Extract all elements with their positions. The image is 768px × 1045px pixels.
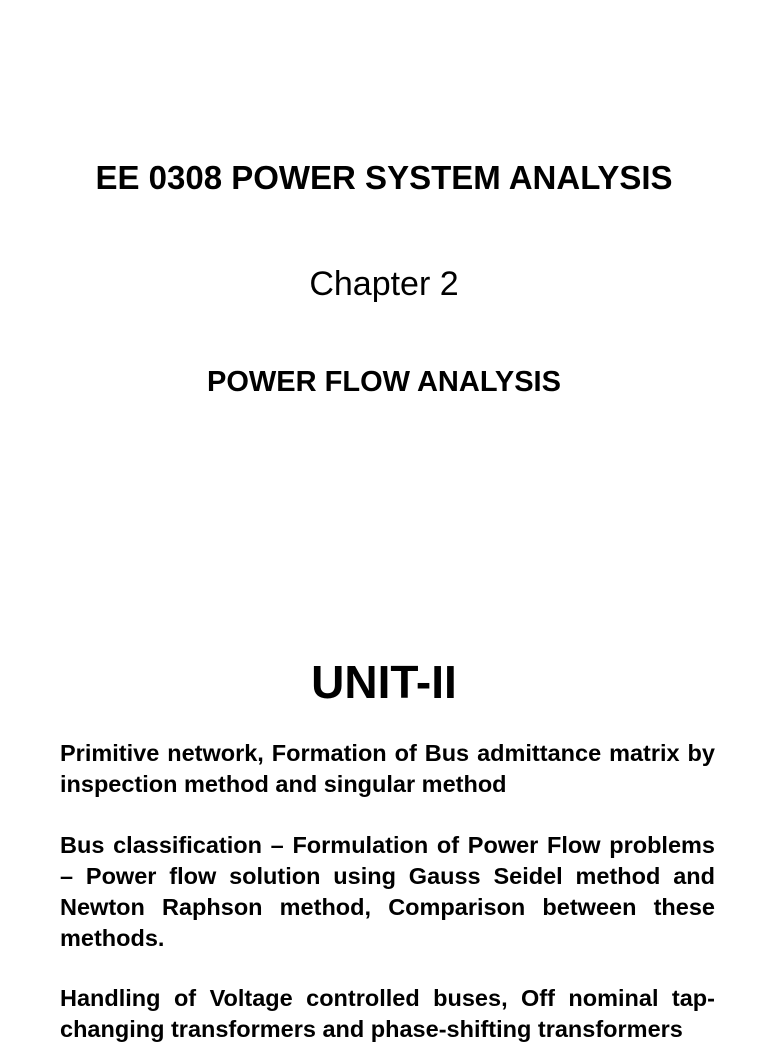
- course-title: EE 0308 POWER SYSTEM ANALYSIS: [95, 159, 673, 196]
- syllabus-paragraph: Handling of Voltage controlled buses, Off nominal tap-changing transformers and phase-shifting transformers: [60, 985, 715, 1042]
- unit-heading: UNIT-II: [311, 656, 457, 708]
- syllabus-paragraph: Primitive network, Formation of Bus admittance matrix by inspection method and singular method: [60, 740, 715, 797]
- section-title: POWER FLOW ANALYSIS: [207, 366, 561, 398]
- unit-slide: [0, 640, 768, 1042]
- syllabus-paragraph: Bus classification – Formulation of Power Flow problems – Power flow solution using Gauss Seidel method and Newton Raphson method, Comparison between these methods.: [60, 832, 715, 951]
- chapter-label: Chapter 2: [309, 265, 459, 303]
